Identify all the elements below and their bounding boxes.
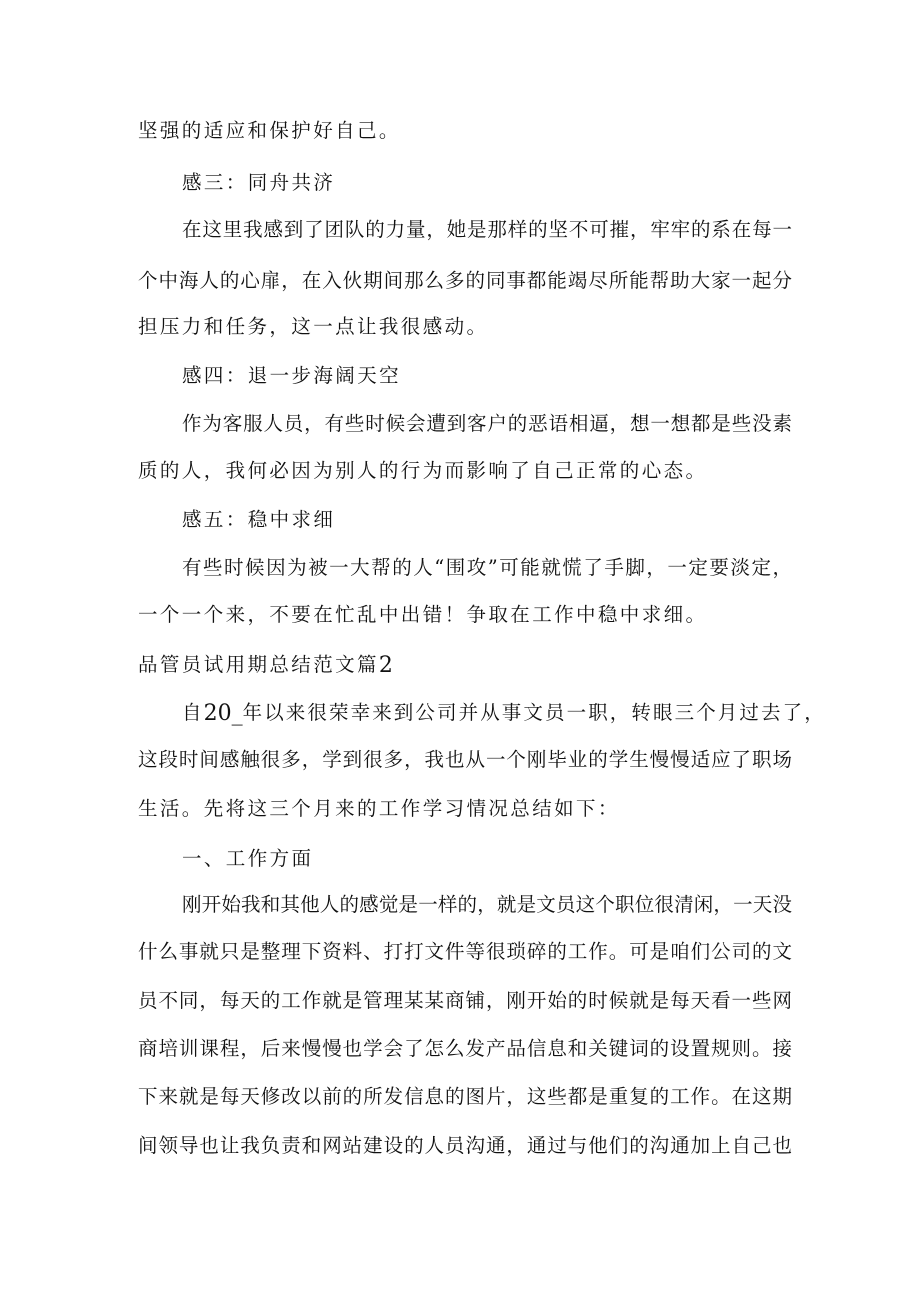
paragraph-line: 有些时候因为被一大帮的人“围攻”可能就慌了手脚，一定要淡定， xyxy=(182,556,792,579)
line-prefix: 自 xyxy=(182,701,204,724)
paragraph-line: 商培训课程，后来慢慢也学会了怎么发产品信息和关键词的设置规则。接 xyxy=(138,1037,792,1060)
article-title-text: 品管员试用期总结范文篇 xyxy=(138,653,379,676)
paragraph-line: 一个一个来，不要在忙乱中出错！争取在工作中稳中求细。 xyxy=(138,603,708,626)
paragraph-line: 什么事就只是整理下资料、打打文件等很琐碎的工作。可是咱们公司的文 xyxy=(138,940,792,963)
paragraph-line: 担压力和任务，这一点让我很感动。 xyxy=(138,315,489,338)
paragraph-line: 员不同，每天的工作就是管理某某商铺，刚开始的时候就是每天看一些网 xyxy=(138,989,792,1012)
section-heading-three: 感三：同舟共济 xyxy=(182,171,336,194)
article-title xyxy=(138,651,792,680)
paragraph-line: 刚开始我和其他人的感觉是一样的，就是文员这个职位很清闲，一天没 xyxy=(182,893,792,916)
section-heading-work: 一、工作方面 xyxy=(182,847,314,870)
paragraph-line xyxy=(182,699,826,728)
paragraph-line: 这段时间感触很多，学到很多，我也从一个刚毕业的学生慢慢适应了职场 xyxy=(138,748,792,771)
paragraph-line: 下来就是每天修改以前的所发信息的图片，这些都是重复的工作。在这期 xyxy=(138,1085,792,1108)
paragraph-line: 坚强的适应和保护好自己。 xyxy=(138,119,401,142)
paragraph-line: 间领导也让我负责和网站建设的人员沟通，通过与他们的沟通加上自己也 xyxy=(138,1134,792,1157)
paragraph-line: 个中海人的心扉，在入伙期间那么多的同事都能竭尽所能帮助大家一起分 xyxy=(138,269,792,292)
paragraph-line: 生活。先将这三个月来的工作学习情况总结如下： xyxy=(138,797,620,820)
paragraph-line: 在这里我感到了团队的力量，她是那样的坚不可摧，牢牢的系在每一 xyxy=(182,218,792,241)
line-suffix: 年以来很荣幸来到公司并从事文员一职，转眼三个月过去了， xyxy=(242,701,826,724)
article-title-number: 2 xyxy=(378,653,393,678)
section-heading-four: 感四：退一步海阔天空 xyxy=(182,364,402,387)
paragraph-line: 质的人，我何必因为别人的行为而影响了自己正常的心态。 xyxy=(138,459,708,482)
section-heading-five: 感五：稳中求细 xyxy=(182,508,336,531)
year-text: 20_ xyxy=(203,701,243,726)
paragraph-line: 作为客服人员，有些时候会遭到客户的恶语相逼，想一想都是些没素 xyxy=(182,412,792,435)
